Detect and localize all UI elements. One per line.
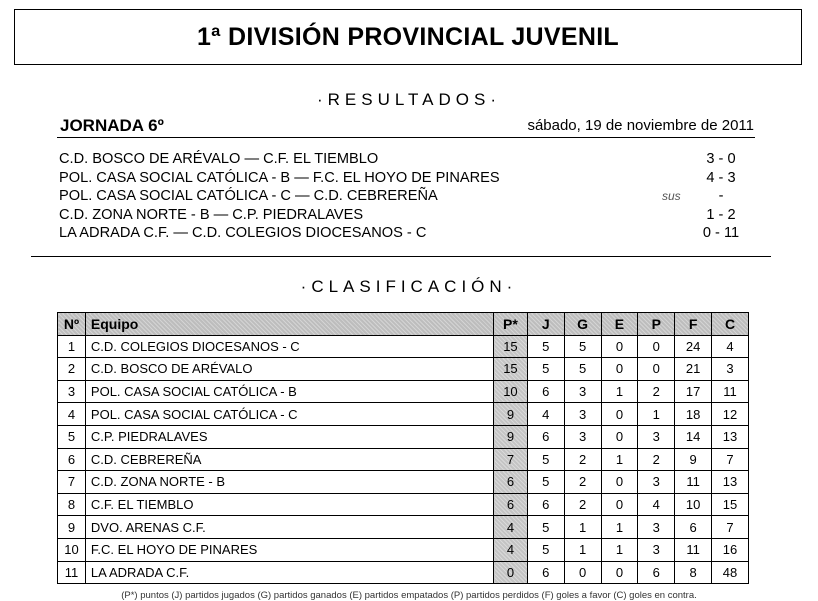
cell-won: 5 [564, 358, 601, 381]
column-header-team: Equipo [85, 313, 493, 336]
cell-points: 4 [494, 538, 528, 561]
cell-played: 5 [527, 358, 564, 381]
cell-played: 5 [527, 448, 564, 471]
cell-played: 6 [527, 561, 564, 584]
match-row [59, 224, 749, 243]
cell-drawn: 0 [601, 471, 638, 494]
match-teams: POL. CASA SOCIAL CATÓLICA - C — C.D. CEBREREÑA [59, 188, 438, 204]
cell-drawn: 1 [601, 516, 638, 539]
cell-goals-against: 7 [712, 516, 749, 539]
cell-points: 6 [494, 471, 528, 494]
cell-lost: 2 [638, 448, 675, 471]
match-teams: POL. CASA SOCIAL CATÓLICA - B — F.C. EL HOYO DE PINARES [59, 169, 500, 186]
cell-team: C.D. BOSCO DE ARÉVALO [85, 358, 493, 381]
match-row [59, 187, 749, 206]
cell-goals-for: 17 [675, 380, 712, 403]
cell-goals-for: 11 [675, 538, 712, 561]
cell-goals-for: 11 [675, 471, 712, 494]
cell-won: 3 [564, 380, 601, 403]
cell-won: 0 [564, 561, 601, 584]
table-row [58, 335, 749, 358]
cell-lost: 3 [638, 471, 675, 494]
cell-goals-against: 48 [712, 561, 749, 584]
table-row [58, 538, 749, 561]
cell-goals-against: 16 [712, 538, 749, 561]
cell-won: 3 [564, 403, 601, 426]
cell-position: 2 [58, 358, 86, 381]
cell-played: 6 [527, 425, 564, 448]
cell-lost: 0 [638, 358, 675, 381]
cell-position: 1 [58, 335, 86, 358]
cell-goals-for: 6 [675, 516, 712, 539]
match-row [59, 206, 749, 225]
cell-position: 8 [58, 493, 86, 516]
cell-points: 9 [494, 403, 528, 426]
cell-played: 6 [527, 380, 564, 403]
cell-goals-against: 7 [712, 448, 749, 471]
cell-goals-for: 10 [675, 493, 712, 516]
table-row [58, 448, 749, 471]
cell-points: 4 [494, 516, 528, 539]
column-header-won: G [564, 313, 601, 336]
cell-goals-against: 13 [712, 471, 749, 494]
cell-points: 7 [494, 448, 528, 471]
match-score: 1 - 2 [706, 206, 736, 223]
page-title: 1ª DIVISIÓN PROVINCIAL JUVENIL [14, 9, 802, 65]
column-header-drawn: E [601, 313, 638, 336]
cell-drawn: 0 [601, 403, 638, 426]
results-header: ·RESULTADOS· [316, 90, 502, 109]
column-header-goals-for: F [675, 313, 712, 336]
cell-drawn: 0 [601, 335, 638, 358]
cell-goals-for: 8 [675, 561, 712, 584]
cell-won: 2 [564, 493, 601, 516]
cell-played: 5 [527, 516, 564, 539]
cell-position: 10 [58, 538, 86, 561]
table-header-row [58, 313, 749, 336]
divider [31, 256, 771, 257]
cell-goals-against: 15 [712, 493, 749, 516]
cell-goals-against: 4 [712, 335, 749, 358]
standings-table [57, 312, 749, 584]
cell-position: 4 [58, 403, 86, 426]
cell-points: 6 [494, 493, 528, 516]
cell-goals-against: 12 [712, 403, 749, 426]
cell-won: 1 [564, 516, 601, 539]
cell-drawn: 1 [601, 380, 638, 403]
cell-played: 5 [527, 471, 564, 494]
cell-team: C.F. EL TIEMBLO [85, 493, 493, 516]
cell-drawn: 0 [601, 493, 638, 516]
table-row [58, 425, 749, 448]
match-row [59, 169, 749, 188]
cell-team: C.D. CEBREREÑA [85, 448, 493, 471]
cell-team: C.D. COLEGIOS DIOCESANOS - C [85, 335, 493, 358]
cell-goals-against: 11 [712, 380, 749, 403]
cell-team: DVO. ARENAS C.F. [85, 516, 493, 539]
jornada-label: JORNADA 6º [60, 116, 164, 135]
match-note: sus [662, 189, 681, 203]
table-row [58, 358, 749, 381]
cell-won: 2 [564, 471, 601, 494]
match-score: 0 - 11 [702, 225, 740, 241]
cell-position: 7 [58, 471, 86, 494]
cell-points: 9 [494, 425, 528, 448]
column-header-points: P* [494, 313, 528, 336]
cell-goals-against: 13 [712, 425, 749, 448]
column-header-lost: P [638, 313, 675, 336]
cell-team: C.P. PIEDRALAVES [85, 425, 493, 448]
cell-position: 11 [58, 561, 86, 584]
cell-lost: 1 [638, 403, 675, 426]
cell-drawn: 0 [601, 425, 638, 448]
cell-lost: 3 [638, 538, 675, 561]
column-header-played: J [527, 313, 564, 336]
cell-position: 5 [58, 425, 86, 448]
cell-lost: 2 [638, 380, 675, 403]
cell-team: POL. CASA SOCIAL CATÓLICA - B [85, 380, 493, 403]
cell-played: 5 [527, 538, 564, 561]
match-teams: C.D. BOSCO DE ARÉVALO — C.F. EL TIEMBLO [59, 151, 379, 167]
cell-team: C.D. ZONA NORTE - B [85, 471, 493, 494]
table-row [58, 471, 749, 494]
cell-lost: 0 [638, 335, 675, 358]
match-teams: LA ADRADA C.F. — C.D. COLEGIOS DIOCESANOS - C [59, 225, 427, 241]
cell-position: 9 [58, 516, 86, 539]
cell-lost: 4 [638, 493, 675, 516]
column-header-goals-against: C [712, 313, 749, 336]
cell-played: 6 [527, 493, 564, 516]
cell-goals-for: 21 [675, 358, 712, 381]
cell-team: F.C. EL HOYO DE PINARES [85, 538, 493, 561]
table-row [58, 561, 749, 584]
cell-lost: 3 [638, 425, 675, 448]
cell-position: 6 [58, 448, 86, 471]
column-header-position: Nº [58, 313, 86, 336]
table-row [58, 403, 749, 426]
cell-team: LA ADRADA C.F. [85, 561, 493, 584]
standings-header: ·CLASIFICACIÓN· [300, 277, 518, 296]
table-row [58, 380, 749, 403]
cell-won: 3 [564, 425, 601, 448]
cell-points: 15 [494, 358, 528, 381]
cell-points: 10 [494, 380, 528, 403]
cell-drawn: 0 [601, 358, 638, 381]
cell-goals-for: 24 [675, 335, 712, 358]
cell-goals-against: 3 [712, 358, 749, 381]
cell-points: 15 [494, 335, 528, 358]
cell-drawn: 1 [601, 448, 638, 471]
match-score: 4 - 3 [706, 169, 736, 186]
cell-goals-for: 14 [675, 425, 712, 448]
cell-goals-for: 9 [675, 448, 712, 471]
cell-drawn: 0 [601, 561, 638, 584]
match-score: 3 - 0 [706, 151, 736, 167]
cell-points: 0 [494, 561, 528, 584]
cell-team: POL. CASA SOCIAL CATÓLICA - C [85, 403, 493, 426]
cell-lost: 3 [638, 516, 675, 539]
results-list [59, 150, 749, 243]
divider [57, 137, 755, 138]
table-row [58, 493, 749, 516]
cell-goals-for: 18 [675, 403, 712, 426]
match-date: sábado, 19 de noviembre de 2011 [527, 117, 754, 134]
table-row [58, 516, 749, 539]
match-score: - [718, 188, 724, 204]
cell-won: 1 [564, 538, 601, 561]
cell-won: 5 [564, 335, 601, 358]
cell-played: 4 [527, 403, 564, 426]
cell-lost: 6 [638, 561, 675, 584]
match-teams: C.D. ZONA NORTE - B — C.P. PIEDRALAVES [59, 206, 364, 223]
legend-note: (P*) puntos (J) partidos jugados (G) partidos ganados (E) partidos empatados (P) partidos perdidos (F) goles a favor (C) goles en contra. [121, 590, 697, 601]
cell-won: 2 [564, 448, 601, 471]
match-row [59, 150, 749, 169]
cell-position: 3 [58, 380, 86, 403]
cell-drawn: 1 [601, 538, 638, 561]
cell-played: 5 [527, 335, 564, 358]
